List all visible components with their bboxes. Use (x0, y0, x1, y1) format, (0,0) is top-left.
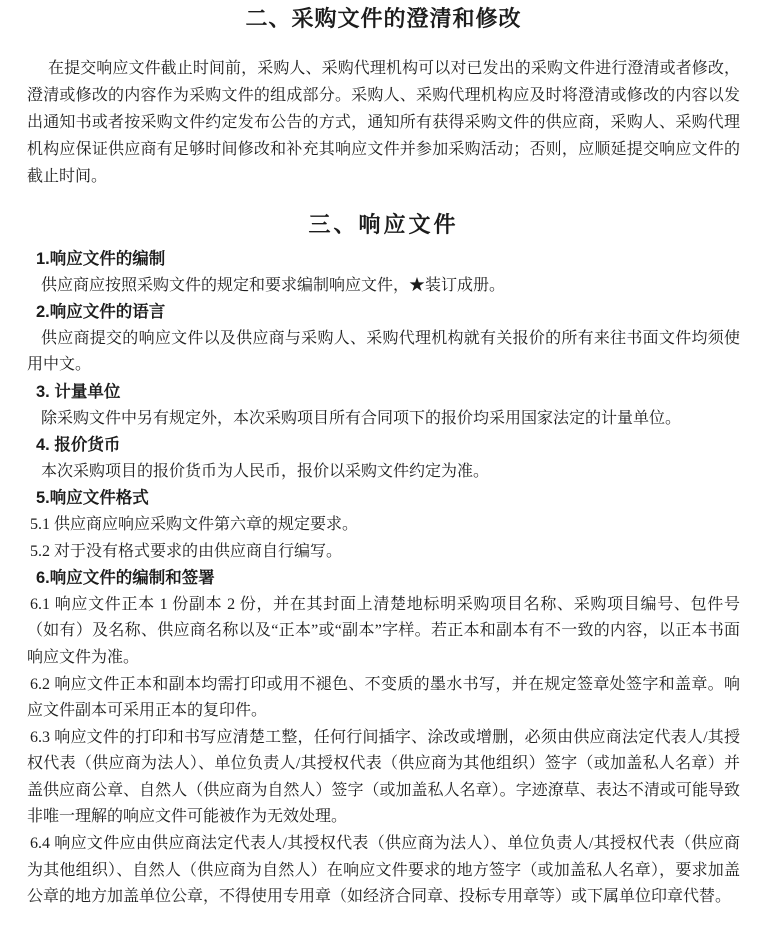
clause-5-1-paragraph: 5.1 供应商应响应采购文件第六章的规定要求。 (30, 515, 359, 533)
clause-1-paragraph: 供应商应按照采购文件的规定和要求编制响应文件，★装订成册。 (41, 276, 506, 294)
part2-title: 二、采购文件的澄清和修改 (245, 6, 522, 31)
clause-3-paragraph: 除采购文件中另有规定外，本次采购项目所有合同项下的报价均采用国家法定的计量单位。 (41, 409, 682, 427)
clause-4-paragraph: 本次采购项目的报价货币为人民币，报价以采购文件约定为准。 (41, 462, 490, 480)
clause-6-3-paragraph: 6.3 响应文件的打印和书写应清楚工整，任何行间插字、涂改或增删，必须由供应商法定代表人/其授权代表（供应商为法人）、单位负责人/其授权代表（供应商为其他组织）签字（或加盖私人名章）并盖供应商公章、自然人（供应商为自然人）签字（或加盖私人名章）。字迹潦草、表达不清或可能导致非唯一理解的响应文件可能被作为无效处理。 (27, 728, 740, 826)
clause-1-heading: 1.响应文件的编制 (36, 250, 166, 268)
part2-paragraph: 在提交响应文件截止时间前，采购人、采购代理机构可以对已发出的采购文件进行澄清或者修改，澄清或修改的内容作为采购文件的组成部分。采购人、采购代理机构应及时将澄清或修改的内容以发出通知书或者按采购文件约定发布公告的方式，通知所有获得采购文件的供应商，采购人、采购代理机构应保证供应商有足够时间修改和补充其响应文件并参加采购活动；否则，应顺延提交响应文件的截止时间。 (27, 60, 740, 185)
clause-6-heading: 6.响应文件的编制和签署 (36, 569, 215, 588)
clause-6-1-paragraph: 6.1 响应文件正本 1 份副本 2 份，并在其封面上清楚地标明采购项目名称、采购项目编号、包件号（如有）及名称、供应商名称以及“正本”或“副本”字样。若正本和副本有不一致的内容，以正本书面响应文件为准。 (27, 595, 740, 666)
clause-5-2-paragraph: 5.2 对于没有格式要求的由供应商自行编写。 (30, 542, 343, 560)
clause-6-2-paragraph: 6.2 响应文件正本和副本均需打印或用不褪色、不变质的墨水书写，并在规定签章处签字和盖章。响应文件副本可采用正本的复印件。 (27, 675, 740, 720)
clause-2-heading: 2.响应文件的语言 (36, 303, 166, 322)
clause-6-4-paragraph: 6.4 响应文件应由供应商法定代表人/其授权代表（供应商为法人）、单位负责人/其授权代表（供应商为其他组织）、自然人（供应商为自然人）在响应文件要求的地方签字（或加盖私人名章），要求加盖公章的地方加盖单位公章，不得使用专用章（如经济合同章、投标专用章等）或下属单位印章代替。 (27, 835, 740, 906)
part3-title: 三、响应文件 (308, 212, 459, 237)
clause-5-heading: 5.响应文件格式 (36, 489, 149, 508)
clause-2-paragraph: 供应商提交的响应文件以及供应商与采购人、采购代理机构就有关报价的所有来往书面文件均须使用中文。 (27, 329, 740, 374)
clause-3-heading: 3. 计量单位 (36, 382, 121, 401)
part3-clauses (27, 246, 740, 911)
clause-4-heading: 4. 报价货币 (36, 436, 121, 455)
